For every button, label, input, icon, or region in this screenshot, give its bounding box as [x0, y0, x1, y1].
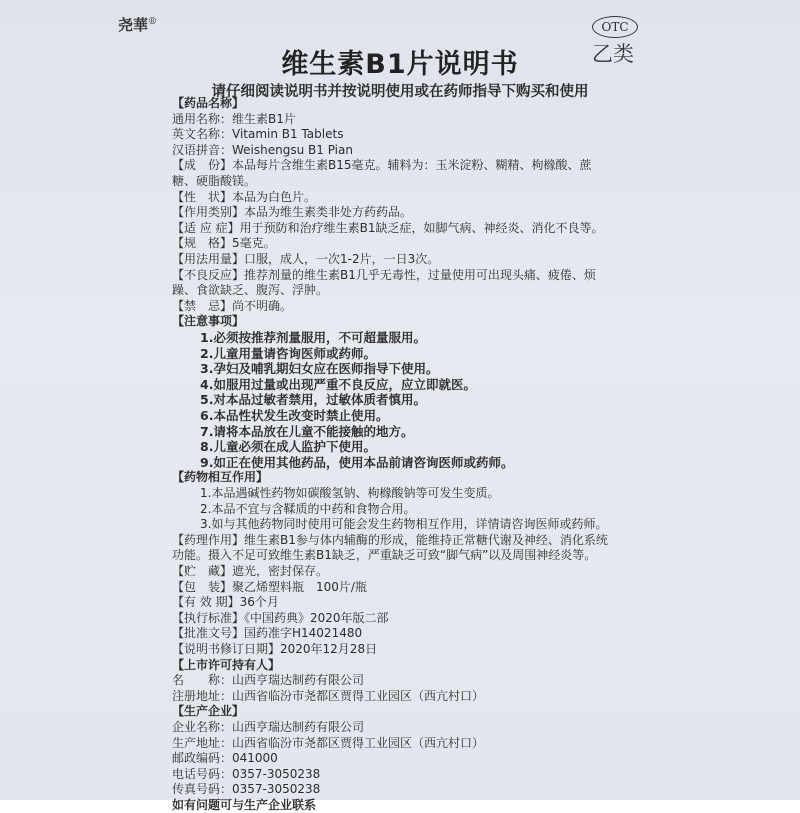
- leaflet-line: 【注意事项】: [172, 314, 245, 329]
- leaflet-line: 1.必须按推荐剂量服用，不可超量服用。: [200, 330, 426, 345]
- leaflet-line: 7.请将本品放在儿童不能接触的地方。: [200, 423, 414, 439]
- leaflet-line: 【适 应 症】用于预防和治疗维生素B1缺乏症，如脚气病、神经炎、消化不良等。: [172, 220, 604, 235]
- leaflet-line: 【药物相互作用】: [172, 470, 269, 485]
- registered-mark: ®: [148, 17, 158, 27]
- leaflet-line: 4.如服用过量或出现严重不良反应，应立即就医。: [200, 376, 476, 392]
- leaflet-line: 2.儿童用量请咨询医师或药师。: [200, 345, 376, 361]
- leaflet-line: 1.本品遇碱性药物如碳酸氢钠、枸橼酸钠等可发生变质。: [200, 486, 500, 500]
- leaflet-line: 【作用类别】本品为维生素类非处方药药品。: [172, 205, 413, 220]
- leaflet-line: 【规 格】5毫克。: [172, 236, 276, 251]
- leaflet-line: 汉语拼音：Weishengsu B1 Pian: [172, 142, 353, 157]
- leaflet-line: 8.儿童必须在成人监护下使用。: [200, 439, 376, 455]
- leaflet-line: 邮政编码：041000: [172, 751, 278, 766]
- leaflet-line: 【性 状】本品为白色片。: [172, 189, 317, 204]
- leaflet-line: 企业名称：山西亨瑞达制药有限公司: [172, 720, 365, 734]
- leaflet-line: 3.孕妇及哺乳期妇女应在医师指导下使用。: [200, 361, 439, 377]
- leaflet-line: 【上市许可持有人】: [172, 657, 281, 672]
- leaflet-line: 9.如正在使用其他药品，使用本品前请咨询医师或药师。: [200, 454, 514, 470]
- leaflet-line: 3.如与其他药物同时使用可能会发生药物相互作用，详情请咨询医师或药师。: [200, 517, 608, 532]
- leaflet-line: 【包 装】聚乙烯塑料瓶 100片/瓶: [172, 579, 367, 594]
- page-subtitle: 请仔细阅读说明书并按说明使用或在药师指导下购买和使用: [211, 84, 589, 100]
- leaflet-line: 6.本品性状发生改变时禁止使用。: [200, 408, 389, 423]
- leaflet-line: 传真号码：0357-3050238: [172, 782, 321, 797]
- brand-logo: [118, 14, 157, 35]
- leaflet-line: 生产地址：山西省临汾市尧都区贾得工业园区（西亢村口）: [172, 735, 485, 750]
- leaflet-line: 【成 份】本品每片含维生素B15毫克。辅料为：玉米淀粉、糊精、枸橼酸、蔗: [172, 158, 592, 173]
- leaflet-line: 功能。摄入不足可致维生素B1缺乏，严重缺乏可致“脚气病”以及周围神经炎等。: [172, 548, 597, 563]
- leaflet-line: 注册地址：山西省临汾市尧都区贾得工业园区（西亢村口）: [172, 688, 485, 703]
- leaflet-line: 电话号码：0357-3050238: [172, 766, 321, 781]
- leaflet-line: 【批准文号】国药准字H14021480: [172, 626, 363, 641]
- leaflet-line: 英文名称：Vitamin B1 Tablets: [172, 127, 344, 142]
- brand-name: 尧華: [118, 16, 149, 34]
- otc-badge: OTC: [592, 16, 638, 38]
- leaflet-line: 【药品名称】: [172, 96, 245, 110]
- leaflet-line: 【药理作用】维生素B1参与体内辅酶的形成，能维持正常糖代谢及神经、消化系统: [172, 532, 608, 547]
- leaflet-line: 【不良反应】推荐剂量的维生素B1几乎无毒性，过量使用可出现头痛、疲倦、烦: [172, 267, 596, 282]
- leaflet-line: 【用法用量】口服，成人，一次1-2片，一日3次。: [172, 252, 440, 266]
- leaflet-line: 【禁 忌】尚不明确。: [172, 298, 293, 313]
- leaflet-line: 【生产企业】: [172, 704, 245, 719]
- leaflet-line: 【执行标准】《中国药典》2020年版二部: [172, 610, 389, 625]
- leaflet-line: 躁、食欲缺乏、腹泻、浮肿。: [172, 283, 329, 298]
- leaflet-line: 【有 效 期】36个月: [172, 595, 279, 610]
- leaflet-line: 【贮 藏】遮光，密封保存。: [172, 564, 329, 578]
- leaflet-line: 通用名称：维生素B1片: [172, 111, 296, 126]
- page-title: 维生素B1片说明书: [281, 49, 519, 80]
- leaflet-line: 糖、硬脂酸镁。: [172, 174, 257, 188]
- leaflet-line: 5.对本品过敏者禁用，过敏体质者慎用。: [200, 392, 426, 408]
- leaflet-line: 【说明书修订日期】2020年12月28日: [172, 642, 378, 656]
- leaflet-line: 2.本品不宜与含鞣质的中药和食物合用。: [200, 501, 416, 516]
- leaflet-line: 名 称：山西亨瑞达制药有限公司: [172, 673, 365, 688]
- otc-class-label: 乙类: [592, 42, 634, 66]
- leaflet-line: 如有问题可与生产企业联系: [172, 798, 317, 812]
